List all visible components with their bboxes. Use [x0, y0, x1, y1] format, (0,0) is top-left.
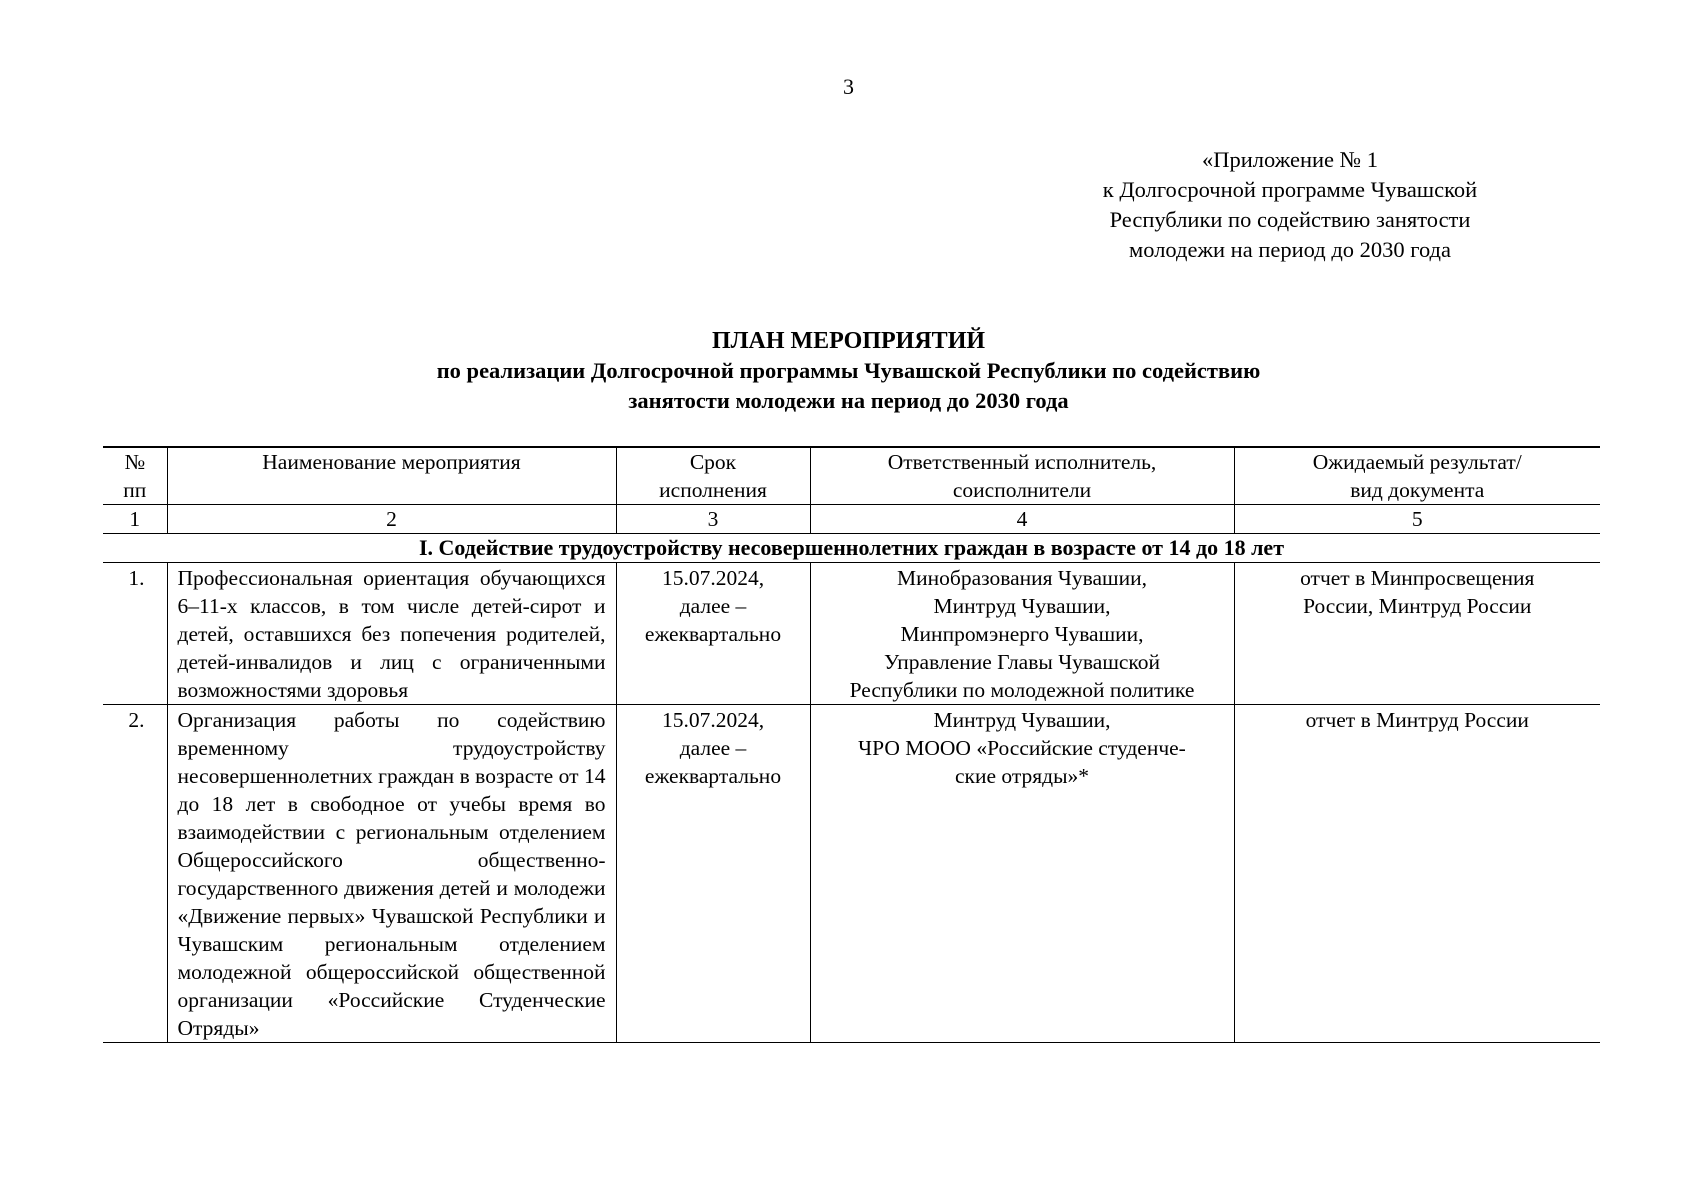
table-row [103, 563, 1600, 705]
title-line-2: по реализации Долгосрочной программы Чувашской Республики по содействию [436, 358, 1261, 383]
header-result: Ожидаемый результат/ вид документа [1234, 447, 1600, 505]
event-name: Профессиональная ориентация обучающихся 6–11-х классов, в том числе детей-сирот и детей, оставшихся без попечения родителей, детей-инвалидов и лиц с ограниченными возможностями здоровья [167, 563, 616, 705]
event-result: отчет в Минтруд России [1234, 705, 1600, 1043]
column-number: 3 [616, 505, 810, 534]
page-number: 3 [843, 74, 854, 99]
column-number: 2 [167, 505, 616, 534]
document-title [0, 326, 1697, 416]
event-responsible: Минобразования Чувашии, Минтруд Чувашии, Минпромэнерго Чувашии, Управление Главы Чувашской Республики по молодежной политике [810, 563, 1234, 705]
header-responsible: Ответственный исполнитель, соисполнители [810, 447, 1234, 505]
event-name: Организация работы по содействию временному трудоустройству несовершеннолетних граждан в возрасте от 14 до 18 лет в свободное от учебы время во взаимодействии с региональным отделением Общероссийского общественно-государственного движения детей и молодежи «Движение первых» Чувашской Республики и Чувашским региональным отделением молодежной общероссийской общественной организации «Российские Студенческие Отряды» [167, 705, 616, 1043]
table-header-row [103, 447, 1600, 505]
header-term: Срок исполнения [616, 447, 810, 505]
section-row [103, 534, 1600, 563]
plan-table [103, 446, 1600, 1043]
column-numbers-row [103, 505, 1600, 534]
row-number: 1. [103, 563, 167, 705]
event-term: 15.07.2024, далее – ежеквартально [616, 705, 810, 1043]
column-number: 1 [103, 505, 167, 534]
title-line-3: занятости молодежи на период до 2030 года [628, 388, 1069, 413]
table-row [103, 705, 1600, 1043]
column-number: 4 [810, 505, 1234, 534]
event-result: отчет в Минпросвещения России, Минтруд России [1234, 563, 1600, 705]
row-number: 2. [103, 705, 167, 1043]
column-number: 5 [1234, 505, 1600, 534]
appendix-line-3: Республики по содействию занятости [1109, 207, 1471, 232]
event-responsible: Минтруд Чувашии, ЧРО МООО «Российские студенче- ские отряды»* [810, 705, 1234, 1043]
header-num: № пп [103, 447, 167, 505]
appendix-line-4: молодежи на период до 2030 года [1129, 237, 1451, 262]
appendix-line-1: «Приложение № 1 [1202, 147, 1378, 172]
event-term: 15.07.2024, далее – ежеквартально [616, 563, 810, 705]
section-title: I. Содействие трудоустройству несовершеннолетних граждан в возрасте от 14 до 18 лет [103, 534, 1600, 563]
header-name: Наименование мероприятия [167, 447, 616, 505]
title-line-1: ПЛАН МЕРОПРИЯТИЙ [711, 328, 986, 354]
appendix-note [1100, 145, 1480, 265]
appendix-line-2: к Долгосрочной программе Чувашской [1102, 177, 1478, 202]
